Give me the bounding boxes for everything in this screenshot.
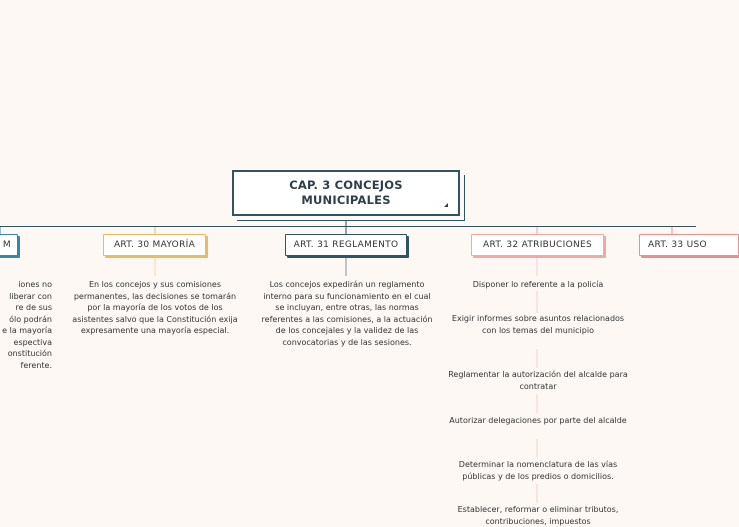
root-title: CAP. 3 CONCEJOS MUNICIPALES — [289, 178, 403, 207]
collapse-corner-icon[interactable] — [444, 203, 448, 207]
atribucion-item[interactable]: Exigir informes sobre asuntos relacionados con los temas del municipio — [451, 314, 625, 335]
left-partial-line: espectiva — [13, 337, 52, 347]
left-partial-line: re de sus — [15, 303, 52, 312]
topic-art31[interactable] — [285, 234, 407, 256]
topic-art30-label: ART. 30 MAYORÍA — [113, 240, 196, 250]
left-partial-text[interactable] — [0, 279, 52, 371]
art31-text[interactable]: Los concejos expedirán un reglamento interno para su funcionamiento en el cual se incluyan, entre otras, las normas referentes a las comisiones, a la actuación de los concejales y la validez de las convocatorias y de las sesiones. — [261, 280, 433, 347]
atribucion-item[interactable]: Determinar la nomenclatura de las vías públicas y de los predios o domicilios. — [458, 460, 618, 481]
root-topic[interactable] — [232, 170, 460, 216]
left-partial-line: ferente. — [20, 360, 52, 370]
topic-art32-label: ART. 32 ATRIBUCIONES — [483, 240, 592, 250]
topic-left-partial-label: M — [2, 240, 11, 250]
atribucion-item[interactable]: Disponer lo referente a la policía — [472, 280, 604, 289]
left-partial-line: e la mayoría — [2, 326, 52, 335]
atribucion-item[interactable]: Autorizar delegaciones por parte del alcalde — [449, 416, 627, 425]
topic-art31-label: ART. 31 REGLAMENTO — [293, 240, 399, 250]
atribucion-item[interactable]: Reglamentar la autorización del alcalde para contratar — [448, 370, 628, 391]
topic-art33-label: ART. 33 USO — [648, 240, 707, 250]
topic-left-partial[interactable] — [0, 234, 18, 256]
left-partial-line: onstitución — [7, 349, 52, 358]
left-partial-line: liberar con — [9, 291, 52, 301]
topic-art33[interactable] — [639, 234, 739, 256]
left-partial-line: ólo podrán — [9, 314, 52, 324]
topic-art32[interactable] — [471, 234, 604, 256]
art30-text[interactable]: En los concejos y sus comisiones permanentes, las decisiones se tomarán por la mayoría de los votos de los asistentes salvo que la Constitución exija expresamente una mayoría especial. — [72, 280, 238, 335]
topic-art30[interactable] — [103, 234, 206, 256]
left-partial-line: iones no — [18, 280, 52, 289]
atribucion-item[interactable]: Establecer, reformar o eliminar tributos, contribuciones, impuestos — [457, 505, 619, 526]
